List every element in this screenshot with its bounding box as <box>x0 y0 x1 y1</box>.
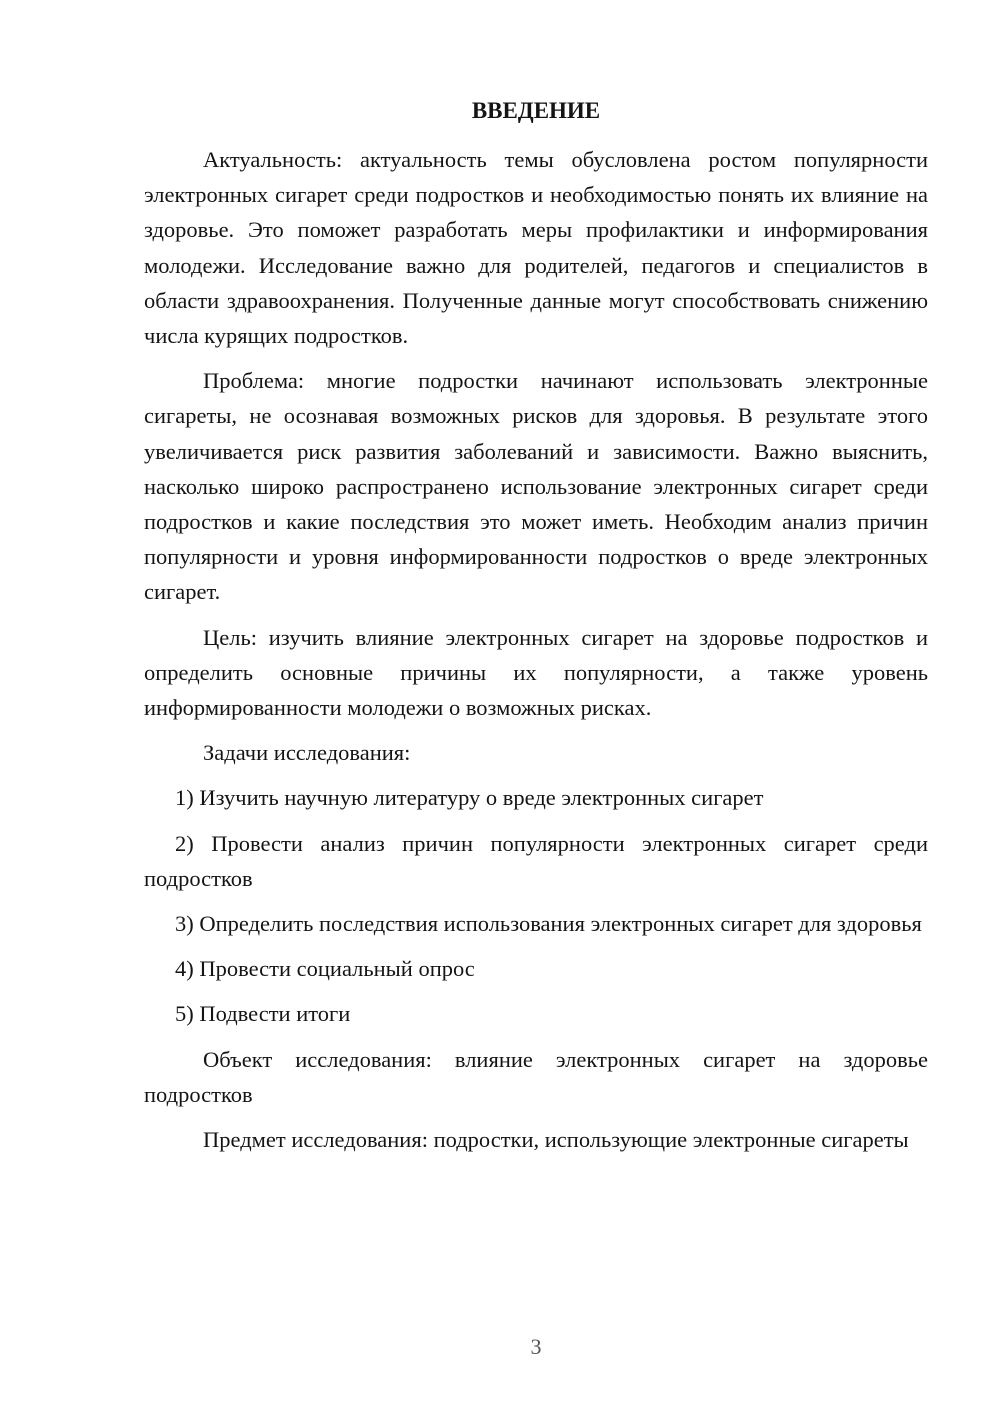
paragraph-goal: Цель: изучить влияние электронных сигарет на здоровье подростков и определить основные причины их популярности, а также уровень информированности молодежи о возможных рисках. <box>144 624 928 721</box>
task-item-3: 3) Определить последствия использования электронных сигарет для здоровья <box>175 911 922 937</box>
paragraph-problem: Проблема: многие подростки начинают использовать электронные сигареты, не осознавая возможных рисков для здоровья. В результате этого увеличивается риск развития заболеваний и зависимости. Важно выяснить, насколько широко распространено использование электронных сигарет среди подростков и какие последствия это может иметь. Необходим анализ причин популярности и уровня информированности подростков о вреде электронных сигарет. <box>144 368 928 605</box>
task-item-5: 5) Подвести итоги <box>175 1001 351 1027</box>
task-item-1: 1) Изучить научную литературу о вреде электронных сигарет <box>175 785 764 811</box>
section-title: ВВЕДЕНИЕ <box>471 98 601 123</box>
paragraph-tasks-heading: Задачи исследования: <box>203 740 411 766</box>
page-number: 3 <box>530 1334 542 1359</box>
paragraph-relevance: Актуальность: актуальность темы обусловлена ростом популярности электронных сигарет среди подростков и необходимостью понять их влияние на здоровье. Это поможет разработать меры профилактики и информирования молодежи. Исследование важно для родителей, педагогов и специалистов в области здравоохранения. Полученные данные могут способствовать снижению числа курящих подростков. <box>144 147 928 349</box>
document-body <box>144 142 928 1157</box>
task-item-2: 2) Провести анализ причин популярности электронных сигарет среди подростков <box>144 830 928 891</box>
task-item-4: 4) Провести социальный опрос <box>175 956 475 982</box>
paragraph-subject: Предмет исследования: подростки, использующие электронные сигареты <box>203 1127 909 1153</box>
paragraph-object: Объект исследования: влияние электронных сигарет на здоровье подростков <box>144 1046 928 1107</box>
